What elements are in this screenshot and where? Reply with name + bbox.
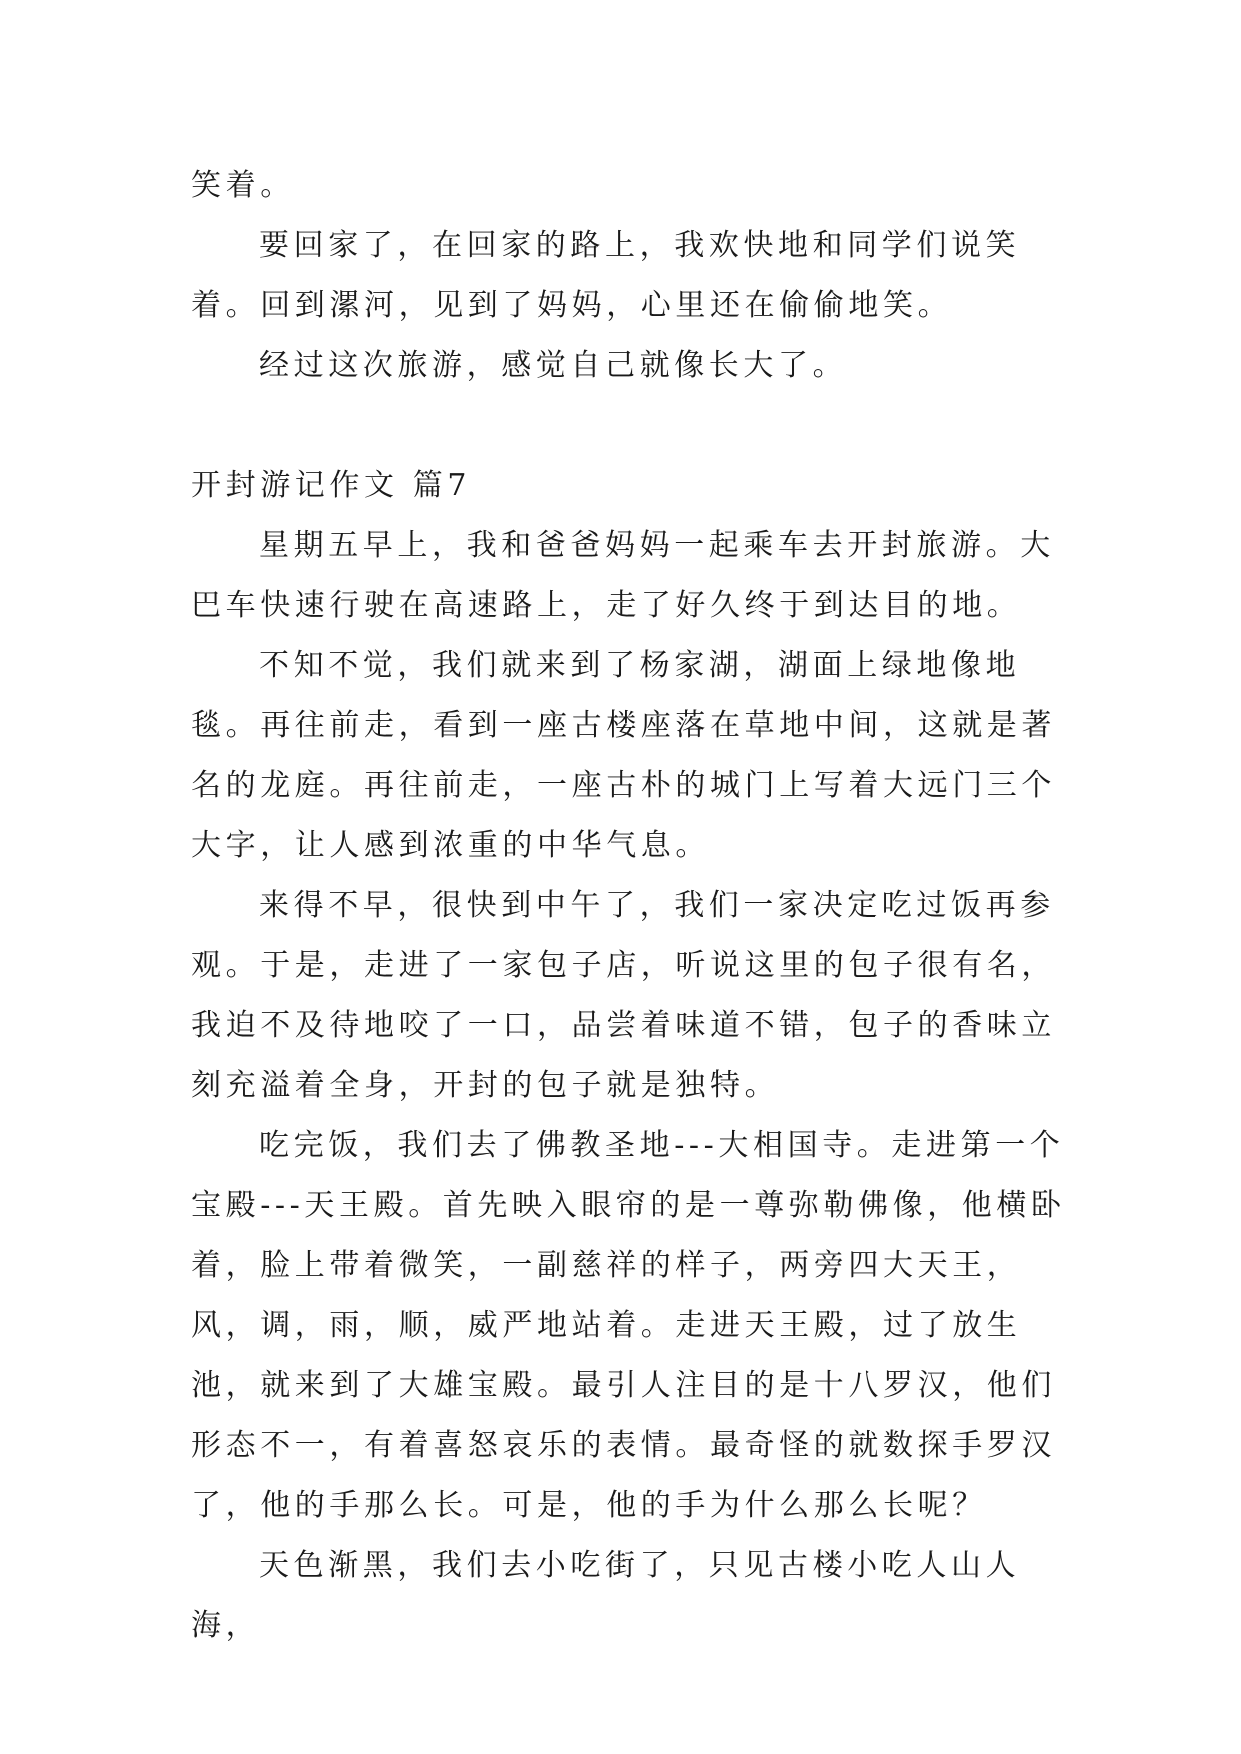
document-body xyxy=(191,156,1071,1656)
paragraph-conclusion: 经过这次旅游，感觉自己就像长大了。 xyxy=(259,348,848,383)
paragraph-xiangguo-temple: 吃完饭，我们去了佛教圣地---大相国寺。走进第一个宝殿---天王殿。首先映入眼帘的是一尊弥勒佛像，他横卧着，脸上带着微笑，一副慈祥的样子，两旁四大天王，风，调，雨，顺，威严地站着。走进天王殿，过了放生池，就来到了大雄宝殿。最引人注目的是十八罗汉，他们形态不一，有着喜怒哀乐的表情。最奇怪的就数探手罗汉了，他的手那么长。可是，他的手为什么那么长呢？ xyxy=(191,1128,1066,1523)
section-spacer xyxy=(191,396,1071,456)
paragraph-yangjia-lake: 不知不觉，我们就来到了杨家湖，湖面上绿地像地毯。再往前走，看到一座古楼座落在草地中间，这就是著名的龙庭。再往前走，一座古朴的城门上写着大远门三个大字，让人感到浓重的中华气息。 xyxy=(191,648,1056,863)
paragraph-lunch: 来得不早，很快到中午了，我们一家决定吃过饭再参观。于是，走进了一家包子店，听说这里的包子很有名，我迫不及待地咬了一口，品尝着味道不错，包子的香味立刻充溢着全身，开封的包子就是独特。 xyxy=(191,888,1056,1103)
section-title: 开封游记作文 篇7 xyxy=(191,468,472,503)
paragraph-going-home: 要回家了，在回家的路上，我欢快地和同学们说笑着。回到漯河，见到了妈妈，心里还在偷偷地笑。 xyxy=(191,228,1021,323)
paragraph-departure: 星期五早上，我和爸爸妈妈一起乘车去开封旅游。大巴车快速行驶在高速路上，走了好久终于到达目的地。 xyxy=(191,528,1055,623)
paragraph-snack-street: 天色渐黑，我们去小吃街了，只见古楼小吃人山人海， xyxy=(191,1548,1021,1643)
paragraph-continuation: 笑着。 xyxy=(191,168,295,203)
